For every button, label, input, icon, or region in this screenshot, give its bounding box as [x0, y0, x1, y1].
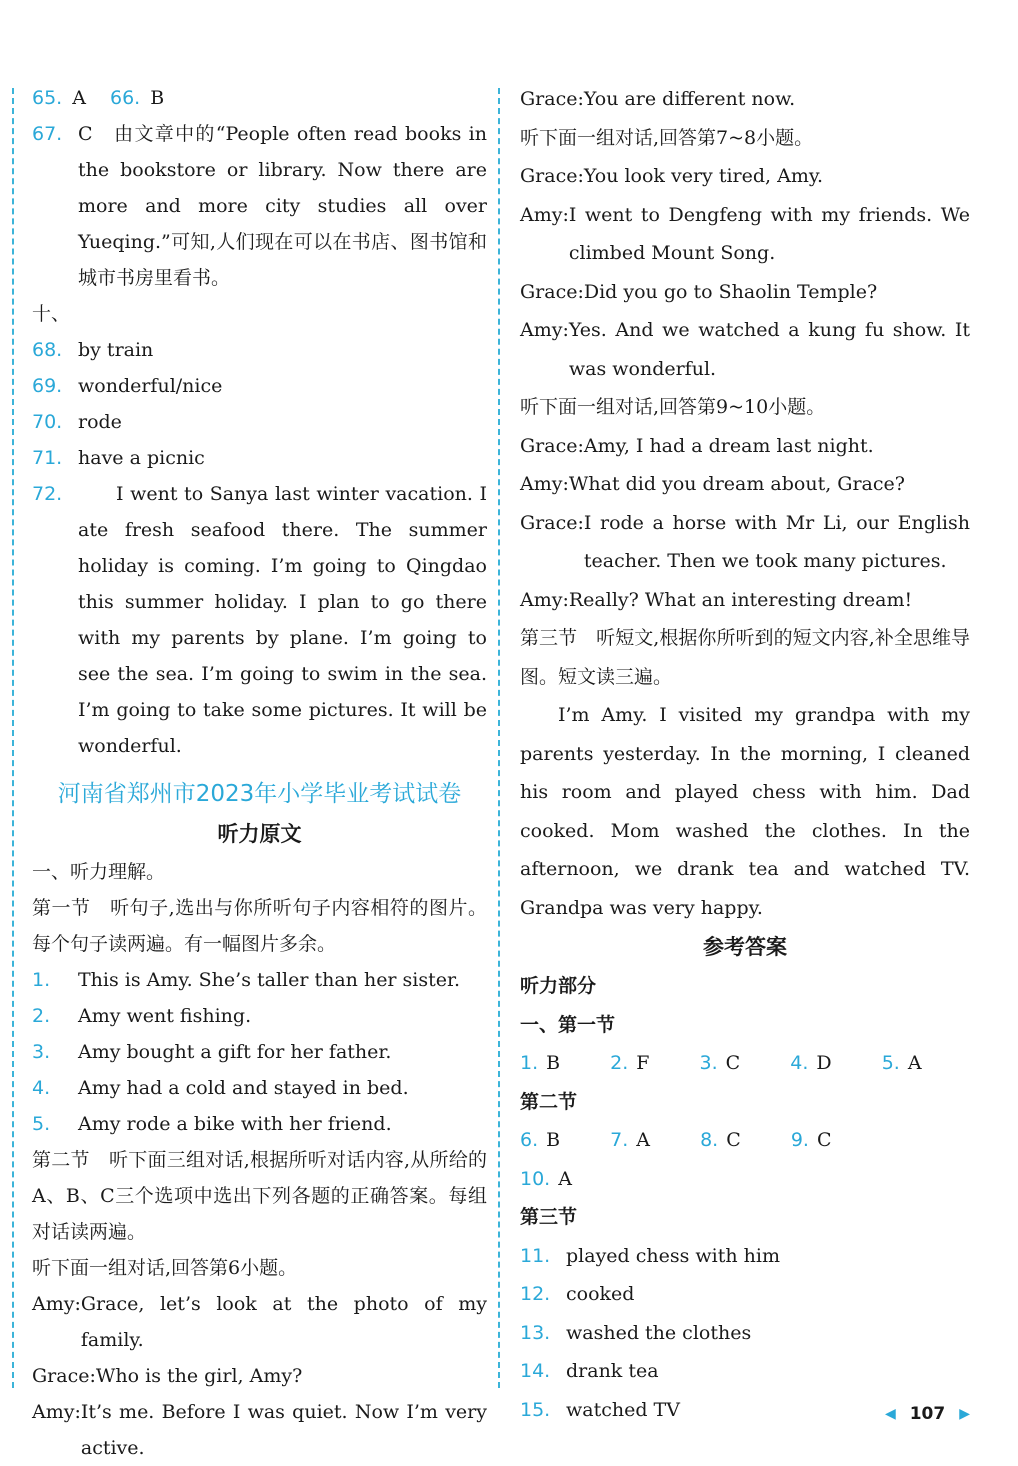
- speaker-name: Grace:: [520, 434, 584, 457]
- answer-72: [32, 476, 487, 764]
- key-number: 9.: [790, 1129, 809, 1151]
- key-section-three-heading: 第三节: [520, 1206, 578, 1228]
- sentence-item: [32, 1106, 487, 1142]
- sentence-item: [32, 1070, 487, 1106]
- item-text: Amy had a cold and stayed in bed.: [78, 1077, 409, 1099]
- key-section-two-heading: 第二节: [520, 1090, 578, 1113]
- speaker-name: Grace:: [520, 511, 584, 534]
- dialog-line: [520, 157, 970, 196]
- item-text: Amy went fishing.: [78, 1005, 252, 1027]
- speaker-name: Grace:: [520, 280, 584, 303]
- key-answer: [882, 1052, 944, 1074]
- key-number: 3.: [699, 1052, 718, 1074]
- answer-65-66: [32, 80, 487, 116]
- key-number: 1.: [520, 1052, 539, 1074]
- key-answer: [700, 1129, 763, 1151]
- answer-number: 70.: [32, 411, 63, 433]
- sentence-item: [32, 998, 487, 1034]
- section-one-intro: 第一节 听句子,选出与你所听句子内容相符的图片。每个句子读两遍。有一幅图片多余。: [32, 897, 487, 955]
- speech-text: I went to Dengfeng with my friends. We climbed Mount Song.: [568, 203, 970, 264]
- prev-page-icon[interactable]: ◀: [884, 1406, 896, 1422]
- answer-70: [32, 404, 487, 440]
- key-value: played chess with him: [566, 1244, 780, 1267]
- key-answer: [610, 1052, 671, 1074]
- key-section-one-heading: 一、第一节: [520, 1013, 616, 1036]
- key-answer: [520, 1129, 582, 1151]
- key-item: [520, 1237, 970, 1276]
- section-ten: 十、: [32, 303, 71, 325]
- key-value: A: [558, 1167, 572, 1190]
- speaker-name: Grace:: [520, 165, 584, 187]
- left-margin-divider: [12, 88, 14, 1388]
- answer-67: [32, 116, 487, 296]
- speaker-name: Grace:: [520, 88, 584, 110]
- dialog-line: [32, 1394, 487, 1466]
- answer-number: 72.: [32, 483, 63, 505]
- section-three-intro: 第三节 听短文,根据你所听到的短文内容,补全思维导图。短文读三遍。: [520, 627, 970, 688]
- item-text: This is Amy. She’s taller than her sister.: [78, 969, 461, 991]
- speech-text: It’s me. Before I was quiet. Now I’m very active.: [80, 1401, 487, 1459]
- column-divider: [498, 88, 500, 1388]
- key-value: D: [816, 1052, 832, 1074]
- exam-title: 河南省郑州市2023年小学毕业考试试卷: [57, 781, 462, 807]
- page-footer: [885, 1404, 970, 1424]
- answer-text: by train: [78, 339, 154, 361]
- dialog-line: [520, 80, 970, 119]
- key-answer: [700, 1052, 763, 1074]
- key-value: washed the clothes: [566, 1321, 752, 1344]
- answer-text: have a picnic: [78, 447, 205, 469]
- speech-text: You are different now.: [583, 88, 796, 110]
- key-number: 6.: [520, 1129, 539, 1151]
- item-text: Amy bought a gift for her father.: [78, 1041, 392, 1063]
- key-value: B: [546, 1052, 561, 1074]
- dialog-three-intro: 听下面一组对话,回答第9~10小题。: [520, 396, 826, 418]
- dialog-two-intro: 听下面一组对话,回答第7~8小题。: [520, 126, 814, 149]
- dialog-line: [520, 311, 970, 388]
- key-number: 11.: [520, 1244, 551, 1267]
- key-section-two-answers: [520, 1121, 970, 1198]
- key-number: 2.: [610, 1052, 629, 1074]
- speaker-name: Amy:: [520, 203, 569, 226]
- item-number: 2.: [32, 1005, 51, 1027]
- key-number: 14.: [520, 1360, 551, 1382]
- key-number: 4.: [790, 1052, 809, 1074]
- speech-text: Who is the girl, Amy?: [95, 1365, 303, 1387]
- key-number: 13.: [520, 1321, 551, 1344]
- speech-text: Really? What an interesting dream!: [568, 588, 913, 611]
- speech-text: Amy, I had a dream last night.: [583, 434, 874, 457]
- item-number: 5.: [32, 1113, 51, 1135]
- speech-text: I rode a horse with Mr Li, our English teacher. Then we took many pictures.: [583, 511, 970, 572]
- key-value: C: [726, 1129, 741, 1151]
- speaker-name: Amy:: [520, 588, 569, 611]
- key-number: 12.: [520, 1283, 551, 1305]
- speaker-name: Amy:: [520, 473, 569, 495]
- speaker-name: Grace:: [32, 1365, 96, 1387]
- answer-number: 65.: [32, 87, 63, 109]
- transcript-title: 听力原文: [217, 822, 302, 846]
- listening-part-heading: 听力部分: [520, 975, 597, 997]
- dialog-line: [520, 427, 970, 466]
- key-answer: [610, 1129, 672, 1151]
- item-number: 4.: [32, 1077, 51, 1099]
- key-value: A: [907, 1052, 922, 1074]
- key-value: cooked: [566, 1283, 635, 1305]
- key-value: B: [546, 1129, 561, 1151]
- answer-number: 71.: [32, 447, 63, 469]
- speaker-name: Amy:: [32, 1401, 81, 1423]
- answer-number: 67.: [32, 123, 63, 145]
- key-value: A: [636, 1129, 651, 1151]
- key-number: 5.: [881, 1052, 900, 1074]
- answer-text: A: [72, 87, 86, 109]
- dialog-line: [32, 1358, 487, 1394]
- key-number: 15.: [520, 1398, 551, 1421]
- key-number: 10.: [520, 1167, 551, 1190]
- answers-title: 参考答案: [703, 935, 787, 959]
- sentence-item: [32, 1034, 487, 1070]
- key-value: F: [636, 1052, 650, 1074]
- answer-text: wonderful/nice: [78, 375, 223, 397]
- speaker-name: Amy:: [32, 1293, 81, 1315]
- answer-68: [32, 332, 487, 368]
- answer-71: [32, 440, 487, 476]
- answer-text: C 由文章中的“People often read books in the bookstore or library. Now there are more and more city studies all over Yueqing.”可知,人们现在可以在书店、图书馆和城市书房里看书。: [78, 123, 487, 289]
- left-column: [32, 80, 487, 1466]
- speech-text: Yes. And we watched a kung fu show. It was wonderful.: [568, 319, 970, 380]
- key-section-one-answers: [520, 1044, 970, 1083]
- answer-text: B: [150, 87, 165, 109]
- answer-number: 66.: [110, 87, 141, 109]
- key-value: C: [816, 1129, 832, 1151]
- dialog-line: [520, 196, 970, 273]
- answer-text: rode: [78, 411, 122, 433]
- speech-text: What did you dream about, Grace?: [568, 473, 905, 495]
- key-value: drank tea: [566, 1360, 659, 1382]
- item-number: 3.: [32, 1041, 51, 1063]
- speech-text: Grace, let’s look at the photo of my family.: [80, 1293, 487, 1351]
- right-column: [520, 80, 970, 1429]
- dialog-line: [32, 1286, 487, 1358]
- item-text: Amy rode a bike with her friend.: [78, 1113, 392, 1135]
- dialog-line: [520, 504, 970, 581]
- key-number: 7.: [610, 1129, 629, 1151]
- answer-text: I went to Sanya last winter vacation. I ate fresh seafood there. The summer holiday is coming. I’m going to Qingdao this summer holiday. I plan to go there with my parents by plane. I’m going to see the sea. I’m going to swim in the sea. I’m going to take some pictures. It will be wonderful.: [78, 483, 487, 757]
- key-answer: [520, 1168, 594, 1190]
- speaker-name: Amy:: [520, 319, 569, 341]
- key-answer: [790, 1052, 853, 1074]
- part-one-heading: 一、听力理解。: [32, 861, 166, 883]
- next-page-icon[interactable]: ▶: [959, 1406, 970, 1422]
- dialog-line: [520, 465, 970, 504]
- key-item: [520, 1275, 970, 1314]
- speech-text: Did you go to Shaolin Temple?: [583, 280, 878, 303]
- key-value: C: [725, 1052, 741, 1074]
- passage: I’m Amy. I visited my grandpa with my parents yesterday. In the morning, I cleaned his room and played chess with him. Dad cooked. Mom washed the clothes. In the afternoon, we drank tea and watched TV. Grandpa was very happy.: [520, 704, 970, 919]
- answer-number: 69.: [32, 375, 63, 397]
- key-answer: [791, 1129, 854, 1151]
- key-item: [520, 1352, 970, 1391]
- item-number: 1.: [32, 969, 51, 991]
- dialog-one-intro: 听下面一组对话,回答第6小题。: [32, 1257, 298, 1279]
- dialog-line: [520, 273, 970, 312]
- key-item: [520, 1314, 970, 1353]
- speech-text: You look very tired, Amy.: [583, 165, 824, 187]
- key-answer: [520, 1052, 582, 1074]
- key-number: 8.: [700, 1129, 719, 1151]
- key-value: watched TV: [566, 1398, 680, 1421]
- answer-number: 68.: [32, 339, 63, 361]
- dialog-line: [520, 581, 970, 620]
- page-number: 107: [909, 1404, 946, 1424]
- answer-69: [32, 368, 487, 404]
- sentence-item: [32, 962, 487, 998]
- section-two-intro: 第二节 听下面三组对话,根据所听对话内容,从所给的A、B、C三个选项中选出下列各题的正确答案。每组对话读两遍。: [32, 1149, 487, 1243]
